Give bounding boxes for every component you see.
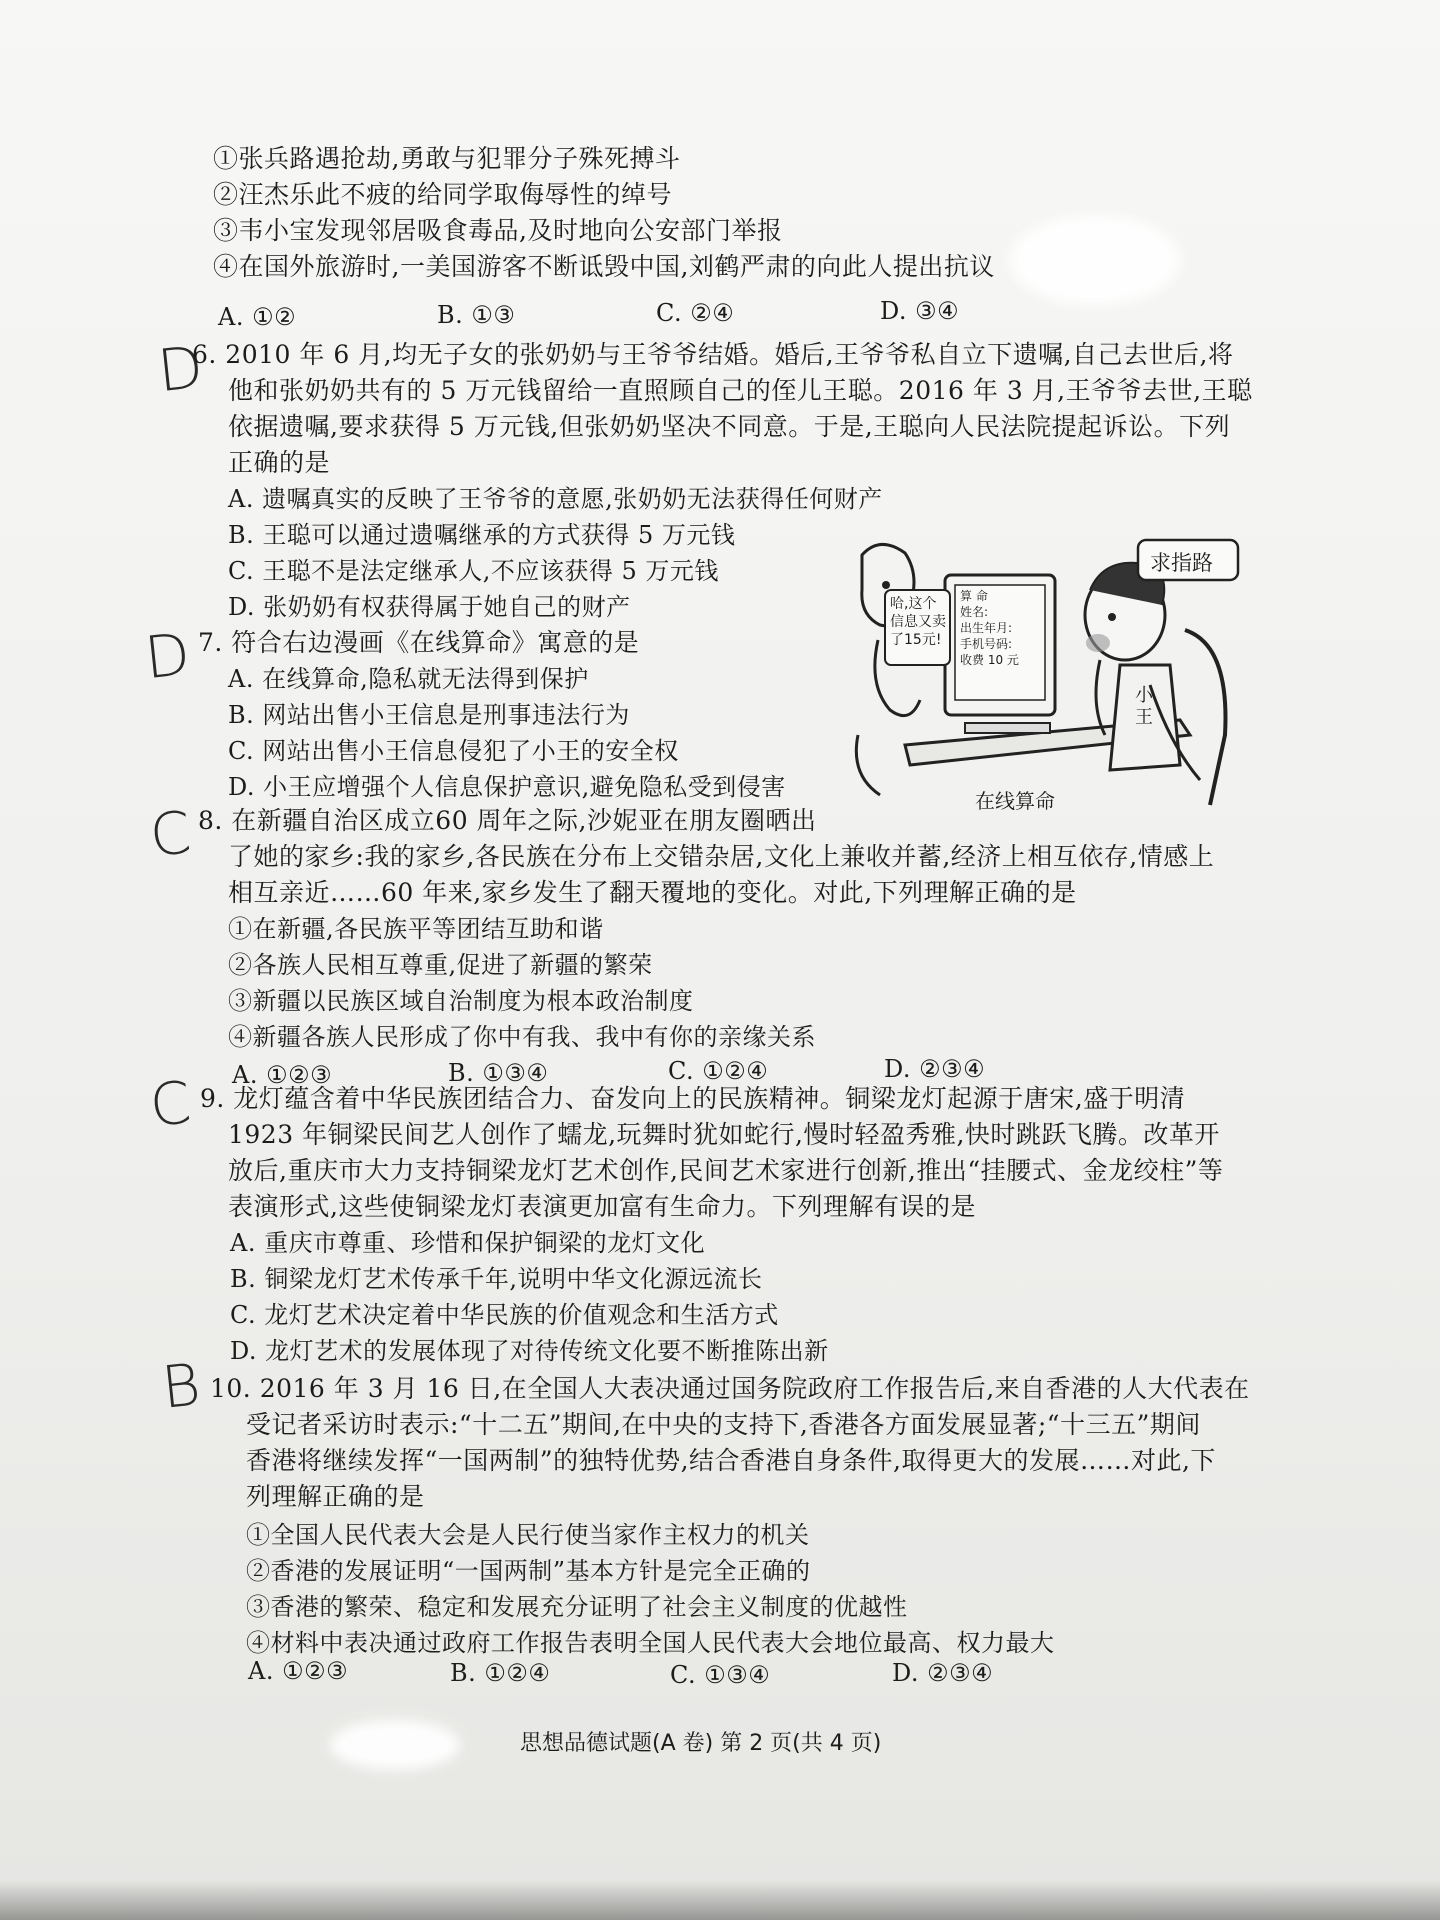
q10-line-1: 10. 2016 年 3 月 16 日,在全国人大表决通过国务院政府工作报告后,来自香港的人大代表在 — [210, 1374, 1250, 1403]
cartoon-bubble-right: 求指路 — [1150, 551, 1213, 575]
q8-item-3: ③新疆以民族区域自治制度为根本政治制度 — [228, 987, 694, 1015]
prev-choice-a: A. ①② — [218, 303, 297, 331]
q8-line-3: 相互亲近……60 年来,家乡发生了翻天覆地的变化。对此,下列理解正确的是 — [228, 878, 1077, 907]
q7-option-b: B. 网站出售小王信息是刑事违法行为 — [228, 701, 630, 729]
cartoon-caption: 在线算命 — [975, 789, 1055, 813]
prev-option-1: ①张兵路遇抢劫,勇敢与犯罪分子殊死搏斗 — [213, 144, 681, 173]
q10-choice-a: A. ①②③ — [248, 1657, 349, 1685]
q8-choice-d: D. ②③④ — [884, 1055, 986, 1083]
q9-line-3: 放后,重庆市大力支持铜梁龙灯艺术创作,民间艺术家进行创新,推出“挂腰式、金龙绞柱”等 — [228, 1156, 1224, 1185]
q8-line-1: 8. 在新疆自治区成立60 周年之际,沙妮亚在朋友圈晒出 — [198, 806, 817, 835]
page-footer: 思想品德试题(A 卷) 第 2 页(共 4 页) — [520, 1731, 882, 1756]
prev-choice-c: C. ②④ — [656, 299, 735, 327]
q6-answer-mark: D — [154, 332, 207, 406]
q7-option-d: D. 小王应增强个人信息保护意识,避免隐私受到侵害 — [228, 773, 786, 801]
page-edge-shadow — [0, 1880, 1440, 1920]
q7-stem: 7. 符合右边漫画《在线算命》寓意的是 — [198, 628, 640, 657]
online-fortune-cartoon — [850, 535, 1245, 813]
q10-item-1: ①全国人民代表大会是人民行使当家作主权力的机关 — [246, 1521, 810, 1549]
q6-line-3: 依据遗嘱,要求获得 5 万元钱,但张奶奶坚决不同意。于是,王聪向人民法院提起诉讼。下列 — [228, 412, 1231, 441]
cartoon-bubble-left: 哈,这个 信息又卖 了15元! — [890, 596, 946, 648]
q7-answer-mark: D — [141, 619, 194, 693]
prev-option-3: ③韦小宝发现邻居吸食毒品,及时地向公安部门举报 — [213, 216, 783, 245]
cartoon-name-label: 小 王 — [1135, 685, 1153, 728]
q6-option-a: A. 遗嘱真实的反映了王爷爷的意愿,张奶奶无法获得任何财产 — [228, 485, 883, 513]
q10-choice-d: D. ②③④ — [892, 1659, 994, 1687]
q9-option-b: B. 铜梁龙灯艺术传承千年,说明中华文化源远流长 — [230, 1265, 763, 1293]
q10-choice-c: C. ①③④ — [670, 1661, 771, 1689]
q10-line-4: 列理解正确的是 — [246, 1482, 425, 1511]
q6-option-c: C. 王聪不是法定继承人,不应该获得 5 万元钱 — [228, 557, 719, 585]
q8-line-2: 了她的家乡:我的家乡,各民族在分布上交错杂居,文化上兼收并蓄,经济上相互依存,情感上 — [228, 842, 1215, 871]
q8-choice-c: C. ①②④ — [668, 1057, 769, 1085]
blur-smudge — [1010, 215, 1180, 305]
q8-item-2: ②各族人民相互尊重,促进了新疆的繁荣 — [228, 951, 653, 979]
q9-option-a: A. 重庆市尊重、珍惜和保护铜梁的龙灯文化 — [230, 1229, 706, 1257]
q6-line-2: 他和张奶奶共有的 5 万元钱留给一直照顾自己的侄儿王聪。2016 年 3 月,王爷爷去世,王聪 — [228, 376, 1253, 405]
q8-item-4: ④新疆各族人民形成了你中有我、我中有你的亲缘关系 — [228, 1023, 816, 1051]
q10-item-2: ②香港的发展证明“一国两制”基本方针是完全正确的 — [246, 1557, 811, 1585]
prev-choice-b: B. ①③ — [437, 301, 516, 329]
q9-line-1: 9. 龙灯蕴含着中华民族团结合力、奋发向上的民族精神。铜梁龙灯起源于唐宋,盛于明清 — [200, 1084, 1186, 1113]
q6-option-d: D. 张奶奶有权获得属于她自己的财产 — [228, 593, 631, 621]
q8-answer-mark: C — [146, 798, 194, 870]
q9-option-d: D. 龙灯艺术的发展体现了对待传统文化要不断推陈出新 — [230, 1337, 829, 1365]
q9-answer-mark: C — [146, 1068, 194, 1140]
q10-answer-mark: B — [158, 1350, 204, 1422]
q10-choice-b: B. ①②④ — [450, 1659, 551, 1687]
q6-line-4: 正确的是 — [228, 448, 331, 477]
q8-choice-a: A. ①②③ — [232, 1061, 333, 1089]
q10-item-4: ④材料中表决通过政府工作报告表明全国人民代表大会地位最高、权力最大 — [246, 1629, 1055, 1657]
q9-option-c: C. 龙灯艺术决定着中华民族的价值观念和生活方式 — [230, 1301, 779, 1329]
q6-line-1: 6. 2010 年 6 月,均无子女的张奶奶与王爷爷结婚。婚后,王爷爷私自立下遗嘱,自己去世后,将 — [192, 340, 1234, 369]
q6-option-b: B. 王聪可以通过遗嘱继承的方式获得 5 万元钱 — [228, 521, 736, 549]
prev-option-4: ④在国外旅游时,一美国游客不断诋毁中国,刘鹤严肃的向此人提出抗议 — [213, 252, 995, 281]
q7-option-c: C. 网站出售小王信息侵犯了小王的安全权 — [228, 737, 679, 765]
q8-item-1: ①在新疆,各民族平等团结互助和谐 — [228, 915, 604, 943]
q9-line-2: 1923 年铜梁民间艺人创作了蠕龙,玩舞时犹如蛇行,慢时轻盈秀雅,快时跳跃飞腾。改革开 — [228, 1120, 1220, 1149]
q10-line-3: 香港将继续发挥“一国两制”的独特优势,结合香港自身条件,取得更大的发展……对此,下 — [246, 1446, 1216, 1475]
q10-item-3: ③香港的繁荣、稳定和发展充分证明了社会主义制度的优越性 — [246, 1593, 908, 1621]
q9-line-4: 表演形式,这些使铜梁龙灯表演更加富有生命力。下列理解有误的是 — [228, 1192, 976, 1221]
blur-smudge — [330, 1720, 460, 1770]
q7-option-a: A. 在线算命,隐私就无法得到保护 — [228, 665, 589, 693]
prev-option-2: ②汪杰乐此不疲的给同学取侮辱性的绰号 — [213, 180, 673, 209]
cartoon-screen-text: 算 命 姓名: 出生年月: 手机号码: 收费 10 元 — [960, 589, 1019, 667]
q8-choice-b: B. ①③④ — [448, 1059, 549, 1087]
prev-choice-d: D. ③④ — [880, 297, 960, 325]
q10-line-2: 受记者采访时表示:“十二五”期间,在中央的支持下,香港各方面发展显著;“十三五”期间 — [246, 1410, 1201, 1439]
